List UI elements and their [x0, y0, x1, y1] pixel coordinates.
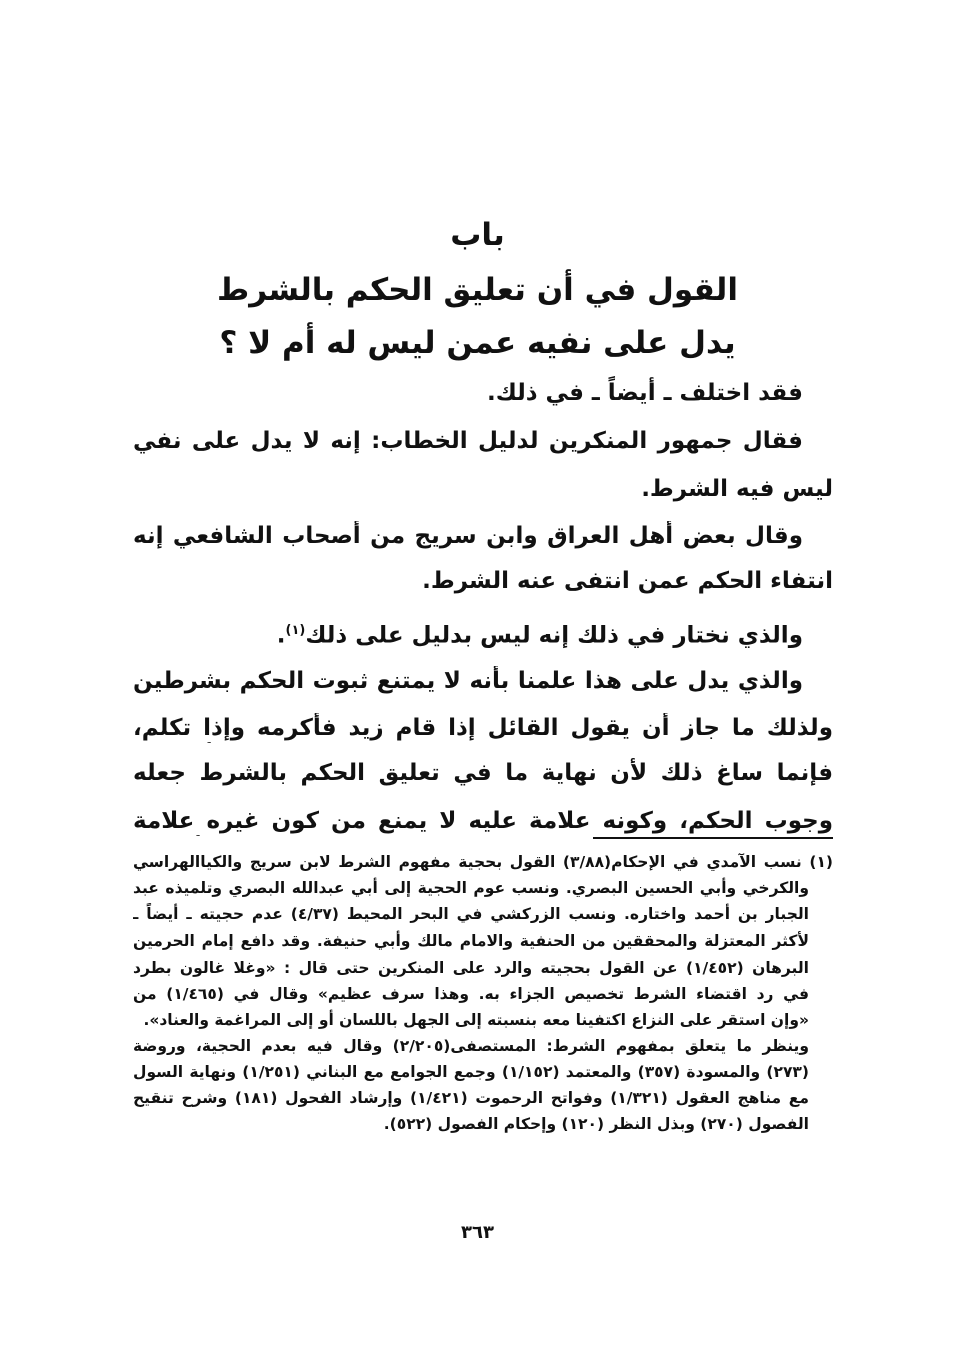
body-line: ولذلك ما جاز أن يقول القائل إذا قام زيد فأكرمه وإذا تكلم،	[133, 715, 833, 741]
chapter-title-line-1: القول في أن تعليق الحكم بالشرط	[217, 272, 738, 308]
page-number: ٣٦٣	[461, 1222, 494, 1243]
footnote-line: (١) نسب الآمدي في الإحكام(٣/٨٨) القول بحجية مفهوم الشرط لابن سريج والكياالهراسي	[133, 853, 833, 871]
footnote-line: الفصول (٢٧٠) وبذل النظر (١٢٠) وإحكام الفصول (٥٢٢).	[383, 1115, 809, 1133]
footnote-line: «وإن استقر على النزاع اكتفينا معه بنسبته إلى الجهل باللسان أو إلى المراغمة والعناد».	[143, 1011, 809, 1029]
body-line: والذي يدل على هذا علمنا بأنه لا يمتنع ثبوت الحكم بشرطين	[133, 668, 803, 694]
body-line: انتفاء الحكم عمن انتفى عنه الشرط.	[422, 568, 833, 594]
body-line: ليس فيه الشرط.	[641, 476, 833, 502]
footnote-line: (٢٧٣) والمسودة (٣٥٧) والمعتمد (١/١٥٢) وجمع الجوامع مع البناني (١/٢٥١) ونهاية السول	[133, 1063, 809, 1081]
chapter-title-line-2: يدل على نفيه عمن ليس له أم لا ؟	[219, 325, 736, 361]
footnote-line: مع مناهج العقول (١/٣٢١) وفواتح الرحموت (١/٤٢١) وإرشاد الفحول (١٨١) وشرح تنقيح	[133, 1089, 809, 1107]
chapter-label: باب	[450, 217, 505, 253]
footnote-divider	[593, 837, 833, 839]
body-text: والذي نختار في ذلك إنه ليس بدليل على ذلك	[305, 622, 803, 649]
period: .	[276, 622, 286, 649]
body-line-with-footnote-ref	[133, 616, 833, 651]
footnote-reference[interactable]: (١)	[285, 623, 306, 638]
footnote-line: والكرخي وأبي الحسين البصري. ونسب عوم الحجية إلى أبي عبدالله البصري وتلميذه عبد	[133, 879, 809, 897]
footnote-line: البرهان (١/٤٥٢) عن القول بحجيته والرد على المنكرين حتى قال : «وغلا غالون بطرد	[133, 959, 809, 977]
body-line: فقد اختلف ـ أيضاً ـ في ذلك.	[486, 380, 803, 406]
footnote-line: الجبار بن أحمد واختاره. ونسب الزركشي في البحر المحيط (٤/٣٧) عدم حجيته ـ أيضاً ـ	[133, 905, 810, 923]
body-line: فقال جمهور المنكرين لدليل الخطاب: إنه لا يدل على نفي	[133, 428, 803, 454]
footnote-line: وينظر ما يتعلق بمفهوم الشرط: المستصفى(٢/٢٠٥) وقال فيه بعدم الحجية، وروضة	[133, 1037, 809, 1055]
body-line: وجوب الحكم، وكونه علامة عليه لا يمنع من كون غيره علامة	[133, 808, 833, 834]
footnote-line: في رد اقتضاء الشرط تخصيص الجزاء به. وهذا سرف عظيم» وقال في (١/٤٦٥) من	[133, 985, 809, 1003]
body-line: فإنما ساغ ذلك لأن نهاية ما في تعليق الحكم بالشرط جعله	[133, 760, 833, 786]
body-line: وقال بعض أهل العراق وابن سريج من أصحاب الشافعي إنه	[133, 523, 803, 549]
footnote-line: لأكثر المعتزلة والمحققين من الحنفية والامام مالك وأبي حنيفة. وقد دافع إمام الحرمين	[133, 932, 809, 950]
